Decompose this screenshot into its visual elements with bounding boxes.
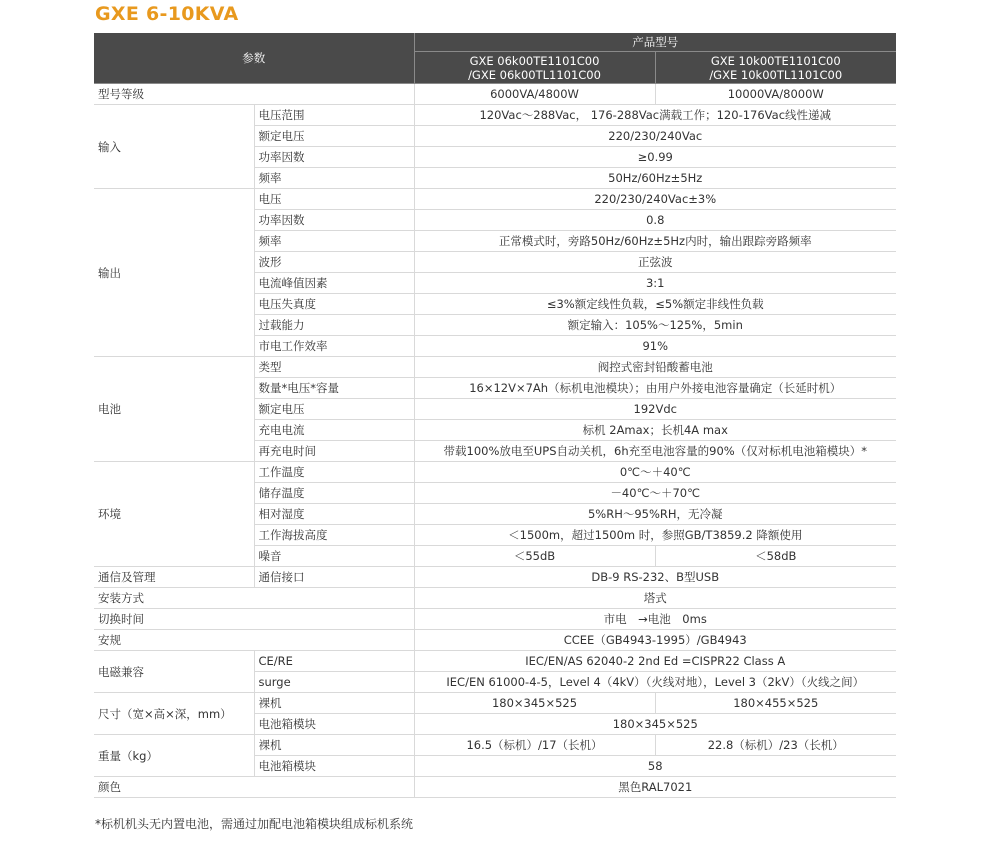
table-row xyxy=(94,693,896,714)
table-row xyxy=(94,735,896,756)
category-battery: 电池 xyxy=(94,357,254,462)
row-label: 频率 xyxy=(254,231,414,252)
header-row-top xyxy=(94,33,896,52)
cell-value: 额定输入：105%～125%，5min xyxy=(414,315,896,336)
cell-value: 10000VA/8000W xyxy=(655,84,896,105)
category-input: 输入 xyxy=(94,105,254,189)
model-b-line2: /GXE 10k00TL1101C00 xyxy=(709,68,843,82)
page-title: GXE 6-10KVA xyxy=(95,3,239,25)
row-label: 电压 xyxy=(254,189,414,210)
row-label: 电池箱模块 xyxy=(254,714,414,735)
row-label: surge xyxy=(254,672,414,693)
cell-value: DB-9 RS-232、B型USB xyxy=(414,567,896,588)
row-label: 型号等级 xyxy=(94,84,414,105)
table-row xyxy=(94,651,896,672)
cell-value: ＜55dB xyxy=(414,546,655,567)
cell-value: 220/230/240Vac xyxy=(414,126,896,147)
cell-value: 50Hz/60Hz±5Hz xyxy=(414,168,896,189)
row-label: 噪音 xyxy=(254,546,414,567)
row-label: 额定电压 xyxy=(254,399,414,420)
category-comm: 通信及管理 xyxy=(94,567,254,588)
cell-value: 120Vac～288Vac， 176-288Vac满载工作；120-176Vac线性递减 xyxy=(414,105,896,126)
row-label: 再充电时间 xyxy=(254,441,414,462)
row-label: 颜色 xyxy=(94,777,414,798)
cell-value: 3:1 xyxy=(414,273,896,294)
cell-value: 阀控式密封铅酸蓄电池 xyxy=(414,357,896,378)
table-row xyxy=(94,189,896,210)
row-label: 安装方式 xyxy=(94,588,414,609)
model-b-line1: GXE 10k00TE1101C00 xyxy=(710,54,841,68)
cell-value: IEC/EN 61000-4-5，Level 4（4kV）（火线对地），Level 3（2kV）（火线之间） xyxy=(414,672,896,693)
cell-value: 0.8 xyxy=(414,210,896,231)
category-output: 输出 xyxy=(94,189,254,357)
cell-value: 黑色RAL7021 xyxy=(414,777,896,798)
row-label: 数量*电压*容量 xyxy=(254,378,414,399)
row-label: 电压失真度 xyxy=(254,294,414,315)
row-label: 储存温度 xyxy=(254,483,414,504)
row-label: 工作温度 xyxy=(254,462,414,483)
table-row xyxy=(94,588,896,609)
cell-value: 市电 →电池 0ms xyxy=(414,609,896,630)
cell-value: －40℃～＋70℃ xyxy=(414,483,896,504)
cell-value: 192Vdc xyxy=(414,399,896,420)
cell-value: 塔式 xyxy=(414,588,896,609)
cell-value: 5%RH～95%RH，无冷凝 xyxy=(414,504,896,525)
footnote: *标机机头无内置电池，需通过加配电池箱模块组成标机系统 xyxy=(95,817,414,831)
row-label: 裸机 xyxy=(254,693,414,714)
cell-value: ≤3%额定线性负载，≤5%额定非线性负载 xyxy=(414,294,896,315)
spec-table xyxy=(94,33,896,798)
model-a-line2: /GXE 06k00TL1101C00 xyxy=(468,68,601,82)
model-a-header xyxy=(414,52,655,84)
row-label: 电流峰值因素 xyxy=(254,273,414,294)
table-row xyxy=(94,609,896,630)
row-label: 电压范围 xyxy=(254,105,414,126)
cell-value: IEC/EN/AS 62040-2 2nd Ed =CISPR22 Class A xyxy=(414,651,896,672)
cell-value: 220/230/240Vac±3% xyxy=(414,189,896,210)
row-label: 市电工作效率 xyxy=(254,336,414,357)
model-b-header xyxy=(655,52,896,84)
row-label: 电池箱模块 xyxy=(254,756,414,777)
cell-value: 正弦波 xyxy=(414,252,896,273)
row-label: 功率因数 xyxy=(254,147,414,168)
category-dimensions: 尺寸（宽×高×深，mm） xyxy=(94,693,254,735)
category-environment: 环境 xyxy=(94,462,254,567)
row-label: 通信接口 xyxy=(254,567,414,588)
table-row xyxy=(94,462,896,483)
cell-value: ＜1500m，超过1500m 时，参照GB/T3859.2 降额使用 xyxy=(414,525,896,546)
row-label: 切换时间 xyxy=(94,609,414,630)
row-label: 安规 xyxy=(94,630,414,651)
row-label: 类型 xyxy=(254,357,414,378)
category-weight: 重量（kg） xyxy=(94,735,254,777)
cell-value: 22.8（标机）/23（长机） xyxy=(655,735,896,756)
cell-value: 16×12V×7Ah（标机电池模块）；由用户外接电池容量确定（长延时机） xyxy=(414,378,896,399)
row-label: 充电电流 xyxy=(254,420,414,441)
row-label: 频率 xyxy=(254,168,414,189)
cell-value: 91% xyxy=(414,336,896,357)
row-label: CE/RE xyxy=(254,651,414,672)
table-row xyxy=(94,84,896,105)
cell-value: 16.5（标机）/17（长机） xyxy=(414,735,655,756)
row-label: 过载能力 xyxy=(254,315,414,336)
table-row xyxy=(94,630,896,651)
table-row xyxy=(94,777,896,798)
model-a-line1: GXE 06k00TE1101C00 xyxy=(469,54,600,68)
table-row xyxy=(94,357,896,378)
table-row xyxy=(94,567,896,588)
cell-value: CCEE（GB4943-1995）/GB4943 xyxy=(414,630,896,651)
row-label: 相对湿度 xyxy=(254,504,414,525)
cell-value: 6000VA/4800W xyxy=(414,84,655,105)
cell-value: 带载100%放电至UPS自动关机，6h充至电池容量的90%（仅对标机电池箱模块）* xyxy=(414,441,896,462)
row-label: 裸机 xyxy=(254,735,414,756)
cell-value: ≥0.99 xyxy=(414,147,896,168)
row-label: 额定电压 xyxy=(254,126,414,147)
cell-value: 180×345×525 xyxy=(414,714,896,735)
cell-value: ＜58dB xyxy=(655,546,896,567)
cell-value: 58 xyxy=(414,756,896,777)
param-header: 参数 xyxy=(94,33,414,84)
cell-value: 标机 2Amax；长机4A max xyxy=(414,420,896,441)
category-emc: 电磁兼容 xyxy=(94,651,254,693)
cell-value: 0℃～＋40℃ xyxy=(414,462,896,483)
cell-value: 180×455×525 xyxy=(655,693,896,714)
row-label: 工作海拔高度 xyxy=(254,525,414,546)
row-label: 功率因数 xyxy=(254,210,414,231)
table-row xyxy=(94,105,896,126)
cell-value: 180×345×525 xyxy=(414,693,655,714)
row-label: 波形 xyxy=(254,252,414,273)
cell-value: 正常模式时，旁路50Hz/60Hz±5Hz内时，输出跟踪旁路频率 xyxy=(414,231,896,252)
product-model-header: 产品型号 xyxy=(414,33,896,52)
